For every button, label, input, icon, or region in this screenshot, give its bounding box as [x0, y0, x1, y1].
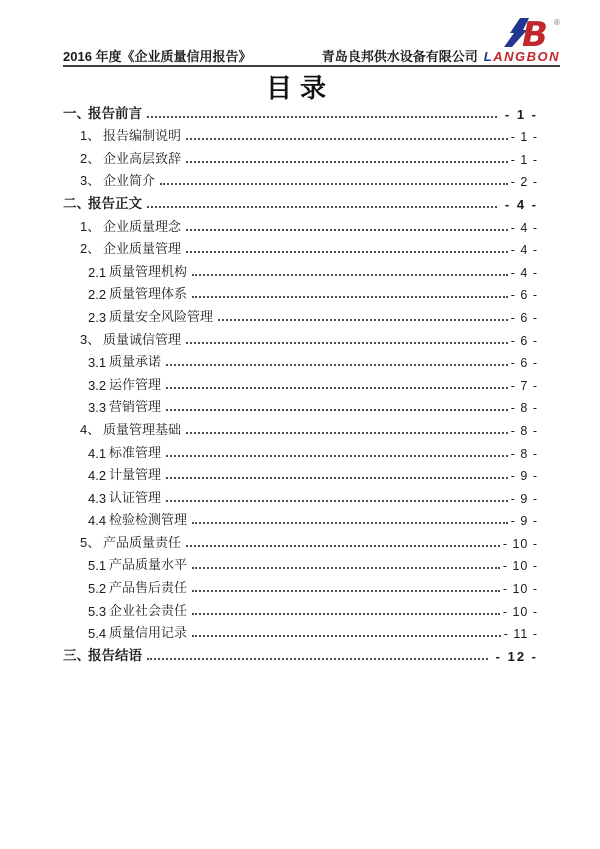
- page-header: [63, 46, 560, 65]
- toc-entry-number: 4.4: [88, 513, 107, 529]
- toc-dot-leader: [192, 613, 500, 615]
- toc-dot-leader: [186, 229, 508, 231]
- toc-dot-leader: [166, 409, 508, 411]
- toc-entry-number: 3、: [80, 331, 101, 347]
- toc-entry-title: 企业质量管理: [103, 241, 182, 257]
- page-title: 目录: [265, 73, 334, 103]
- toc-entry-title: 营销管理: [109, 399, 162, 415]
- toc-entry-page: - 11 -: [503, 627, 538, 642]
- toc-entry-page: - 4 -: [504, 196, 538, 212]
- toc-entry-number: 二、: [63, 195, 90, 211]
- toc-entry-number: 1、: [80, 218, 101, 234]
- toc-dot-leader: [186, 138, 508, 140]
- toc-entry-number: 3.2: [88, 377, 107, 393]
- toc-entry-title: 计量管理: [109, 467, 162, 483]
- toc-entry: [63, 370, 538, 393]
- toc-entry-title: 报告编制说明: [103, 128, 182, 144]
- toc-entry: [63, 212, 538, 235]
- toc-entry-title: 企业高层致辞: [103, 150, 182, 166]
- toc-dot-leader: [186, 251, 508, 253]
- toc-entry-title: 质量信用记录: [109, 625, 188, 641]
- toc-entry-page: - 4 -: [510, 220, 538, 235]
- toc-entry-title: 标准管理: [109, 444, 162, 460]
- toc-dot-leader: [166, 387, 508, 389]
- toc-entry-number: 5.4: [88, 626, 107, 642]
- toc-entry-number: 2.1: [88, 264, 107, 280]
- toc-entry: [63, 573, 538, 596]
- toc-dot-leader: [186, 161, 508, 163]
- toc-entry: [63, 528, 538, 551]
- toc-entry-number: 一、: [63, 105, 90, 121]
- toc-entry-title: 报告正文: [88, 195, 142, 211]
- toc-entry-page: - 8 -: [510, 446, 538, 461]
- toc-entry-number: 5.3: [88, 603, 107, 619]
- toc-entry-number: 4、: [80, 421, 101, 437]
- toc-entry: [63, 641, 538, 664]
- toc-entry-page: - 10 -: [502, 536, 538, 551]
- toc-entry: [63, 461, 538, 484]
- logo-wordmark: [484, 49, 560, 64]
- langbon-logo-icon: [500, 16, 562, 50]
- toc-entry: [63, 551, 538, 574]
- toc-entry-title: 产品质量责任: [103, 534, 182, 550]
- toc-entry-title: 产品质量水平: [109, 557, 188, 573]
- toc-entry-page: - 10 -: [502, 559, 538, 574]
- toc-entry-page: - 12 -: [495, 648, 538, 664]
- toc-entry-page: - 9 -: [510, 491, 538, 506]
- toc-entry: [63, 144, 538, 167]
- toc-entry: [63, 506, 538, 529]
- toc-entry-page: - 6 -: [510, 333, 538, 348]
- toc-entry-number: 3.3: [88, 400, 107, 416]
- toc-entry: [63, 415, 538, 438]
- toc-entry-number: 3.1: [88, 355, 107, 371]
- toc-entry-title: 企业质量理念: [103, 218, 182, 234]
- toc-entry-title: 报告前言: [88, 105, 142, 121]
- toc-entry: [63, 438, 538, 461]
- toc-entry-page: - 6 -: [510, 288, 538, 303]
- toc-entry-page: - 1 -: [504, 106, 538, 122]
- logo-wordmark-first-letter: L: [483, 49, 494, 64]
- toc-entry-number: 4.2: [88, 468, 107, 484]
- toc-entry: [63, 348, 538, 371]
- toc-entry: [63, 302, 538, 325]
- toc-entry-number: 5.2: [88, 581, 107, 597]
- toc-dot-leader: [192, 635, 501, 637]
- toc-entry-number: 5、: [80, 534, 101, 550]
- toc-dot-leader: [192, 590, 500, 592]
- logo-wordmark-rest: ANGBON: [493, 49, 560, 64]
- toc-entry-title: 认证管理: [109, 489, 162, 505]
- toc-entry: [63, 189, 538, 212]
- toc-entry: [63, 393, 538, 416]
- toc-entry-page: - 1 -: [510, 130, 538, 145]
- toc-dot-leader: [186, 342, 508, 344]
- toc-entry-number: 2、: [80, 241, 101, 257]
- toc-dot-leader: [160, 183, 508, 185]
- toc-entry-title: 质量承诺: [109, 354, 162, 370]
- toc-entry-title: 质量管理机构: [109, 263, 188, 279]
- toc-entry-number: 2、: [80, 150, 101, 166]
- toc-entry-page: - 9 -: [510, 514, 538, 529]
- toc-entry-title: 质量管理体系: [109, 286, 188, 302]
- toc-dot-leader: [166, 500, 508, 502]
- toc-entry-title: 运作管理: [109, 376, 162, 392]
- toc-entry-title: 产品售后责任: [109, 580, 188, 596]
- toc-entry: [63, 596, 538, 619]
- report-title: 2016 年度《企业质量信用报告》: [63, 49, 252, 64]
- toc-dot-leader: [186, 545, 500, 547]
- toc-dot-leader: [147, 116, 497, 118]
- toc-entry-number: 三、: [63, 647, 90, 663]
- toc-entry-title: 企业社会责任: [109, 602, 188, 618]
- registered-trademark-icon: ®: [554, 18, 560, 27]
- toc-entry-page: - 4 -: [510, 265, 538, 280]
- toc-entry: [63, 235, 538, 258]
- toc-entry-page: - 7 -: [510, 378, 538, 393]
- toc-dot-leader: [192, 296, 508, 298]
- toc-entry-page: - 2 -: [510, 175, 538, 190]
- toc-dot-leader: [192, 274, 508, 276]
- toc-list: [63, 99, 538, 664]
- toc-entry-number: 4.1: [88, 445, 107, 461]
- header-rule: [63, 65, 560, 67]
- toc-entry-number: 5.1: [88, 558, 107, 574]
- toc-dot-leader: [166, 364, 508, 366]
- toc-entry-page: - 8 -: [510, 401, 538, 416]
- toc-entry: [63, 122, 538, 145]
- toc-entry-page: - 6 -: [510, 356, 538, 371]
- toc-entry-title: 报告结语: [88, 647, 142, 663]
- toc-entry-title: 质量安全风险管理: [109, 308, 214, 324]
- toc-entry: [63, 483, 538, 506]
- toc-entry-title: 企业简介: [103, 173, 156, 189]
- toc-entry: [63, 257, 538, 280]
- toc-dot-leader: [147, 658, 488, 660]
- toc-entry: [63, 167, 538, 190]
- toc-dot-leader: [218, 319, 508, 321]
- toc-entry-number: 2.3: [88, 309, 107, 325]
- toc-entry: [63, 325, 538, 348]
- toc-entry-title: 质量管理基础: [103, 421, 182, 437]
- toc-entry-page: - 10 -: [502, 604, 538, 619]
- toc-entry-number: 4.3: [88, 490, 107, 506]
- toc-dot-leader: [192, 522, 508, 524]
- toc-dot-leader: [166, 455, 508, 457]
- toc-entry-page: - 10 -: [502, 582, 538, 597]
- toc-entry-page: - 8 -: [510, 423, 538, 438]
- toc-entry-title: 检验检测管理: [109, 512, 188, 528]
- toc-entry-number: 1、: [80, 128, 101, 144]
- toc-entry-number: 3、: [80, 173, 101, 189]
- toc-dot-leader: [147, 206, 497, 208]
- toc-entry-page: - 6 -: [510, 310, 538, 325]
- toc-dot-leader: [192, 567, 500, 569]
- toc-dot-leader: [166, 477, 508, 479]
- logo-red-b: B: [522, 16, 548, 50]
- toc-entry-title: 质量诚信管理: [103, 331, 182, 347]
- toc-entry-page: - 4 -: [510, 243, 538, 258]
- toc-entry: [63, 619, 538, 642]
- toc-entry: [63, 99, 538, 122]
- toc-entry-page: - 1 -: [510, 152, 538, 167]
- toc-dot-leader: [186, 432, 508, 434]
- toc-entry: [63, 280, 538, 303]
- toc-entry-page: - 9 -: [510, 469, 538, 484]
- toc-entry-number: 2.2: [88, 287, 107, 303]
- company-name: 青岛良邦供水设备有限公司: [321, 49, 478, 64]
